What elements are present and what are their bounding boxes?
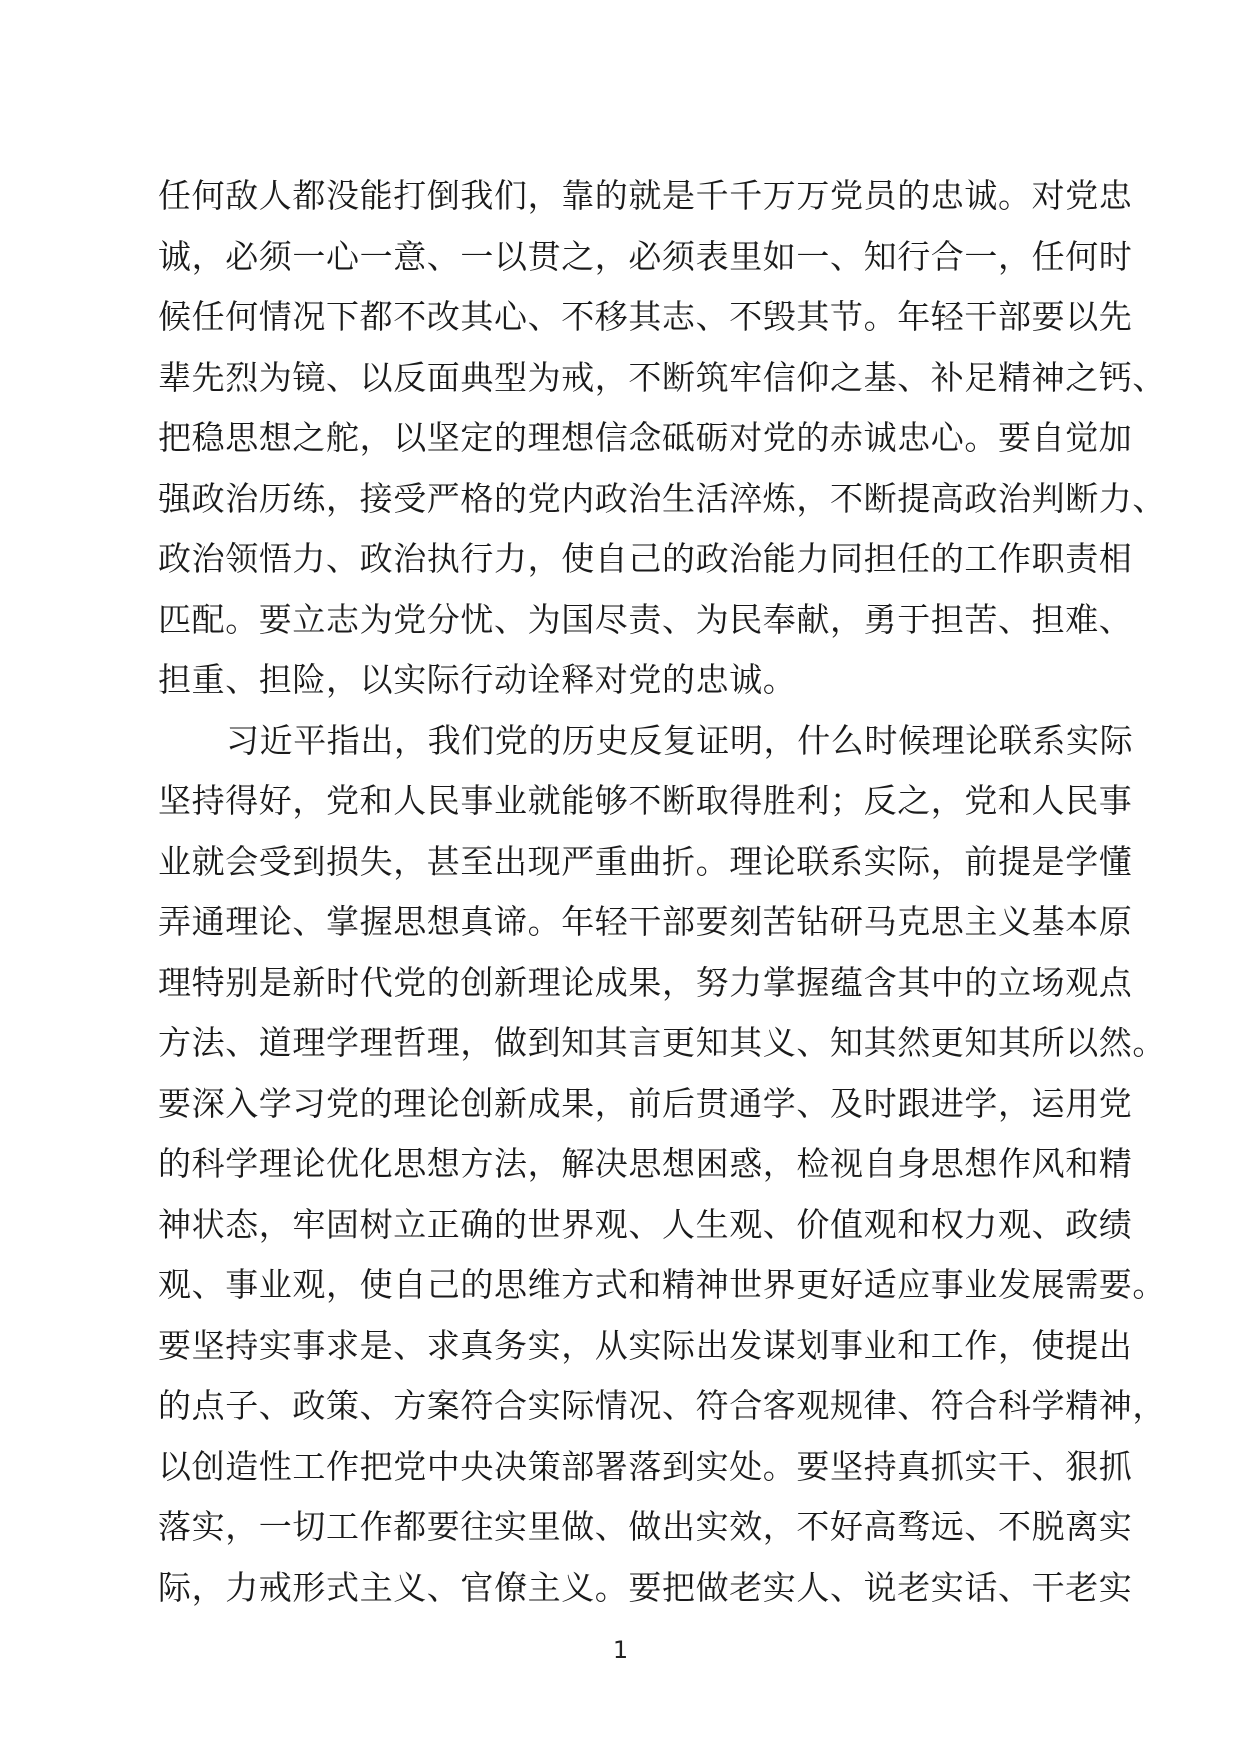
text-line: 辈先烈为镜、以反面典型为戒，不断筑牢信仰之基、补足精神之钙、 (158, 357, 1166, 397)
page-number: 1 (612, 1636, 629, 1664)
text-line: 习近平指出，我们党的历史反复证明，什么时候理论联系实际 (226, 720, 1134, 760)
text-line: 神状态，牢固树立正确的世界观、人生观、价值观和权力观、政绩 (158, 1204, 1133, 1244)
text-line: 弄通理论、掌握思想真谛。年轻干部要刻苦钻研马克思主义基本原 (158, 902, 1133, 941)
text-line: 落实，一切工作都要往实里做、做出实效，不好高骛远、不脱离实 (158, 1507, 1133, 1546)
text-line: 任何敌人都没能打倒我们，靠的就是千千万万党员的忠诚。对党忠 (158, 176, 1133, 215)
text-line: 的点子、政策、方案符合实际情况、符合客观规律、符合科学精神， (158, 1386, 1166, 1425)
text-line: 际，力戒形式主义、官僚主义。要把做老实人、说老实话、干老实 (158, 1567, 1133, 1607)
text-line: 方法、道理学理哲理，做到知其言更知其义、知其然更知其所以然。 (158, 1023, 1166, 1062)
text-line: 坚持得好，党和人民事业就能够不断取得胜利；反之，党和人民事 (158, 781, 1133, 820)
text-line: 诚，必须一心一意、一以贯之，必须表里如一、知行合一，任何时 (158, 236, 1133, 276)
text-line: 的科学理论优化思想方法，解决思想困惑，检视自身思想作风和精 (158, 1144, 1133, 1183)
text-line: 理特别是新时代党的创新理论成果，努力掌握蕴含其中的立场观点 (158, 962, 1133, 1002)
text-line: 强政治历练，接受严格的党内政治生活淬炼，不断提高政治判断力、 (158, 478, 1166, 518)
paragraph-loyalty (158, 166, 1166, 711)
text-line: 观、事业观，使自己的思维方式和精神世界更好适应事业发展需要。 (158, 1265, 1166, 1304)
text-line: 要坚持实事求是、求真务实，从实际出发谋划事业和工作，使提出 (158, 1325, 1133, 1365)
text-line: 要深入学习党的理论创新成果，前后贯通学、及时跟进学，运用党 (158, 1083, 1133, 1123)
text-line: 候任何情况下都不改其心、不移其志、不毁其节。年轻干部要以先 (158, 297, 1133, 336)
body-text (158, 166, 1166, 1618)
text-line: 政治领悟力、政治执行力，使自己的政治能力同担任的工作职责相 (158, 539, 1133, 578)
text-line: 把稳思想之舵，以坚定的理想信念砥砺对党的赤诚忠心。要自觉加 (158, 418, 1133, 457)
paragraph-theory-practice (158, 711, 1166, 1619)
text-line: 以创造性工作把党中央决策部署落到实处。要坚持真抓实干、狠抓 (158, 1446, 1133, 1486)
text-line: 业就会受到损失，甚至出现严重曲折。理论联系实际，前提是学懂 (158, 841, 1133, 881)
text-line: 匹配。要立志为党分忧、为国尽责、为民奉献，勇于担苦、担难、 (158, 599, 1133, 639)
text-line: 担重、担险，以实际行动诠释对党的忠诚。 (158, 660, 797, 699)
